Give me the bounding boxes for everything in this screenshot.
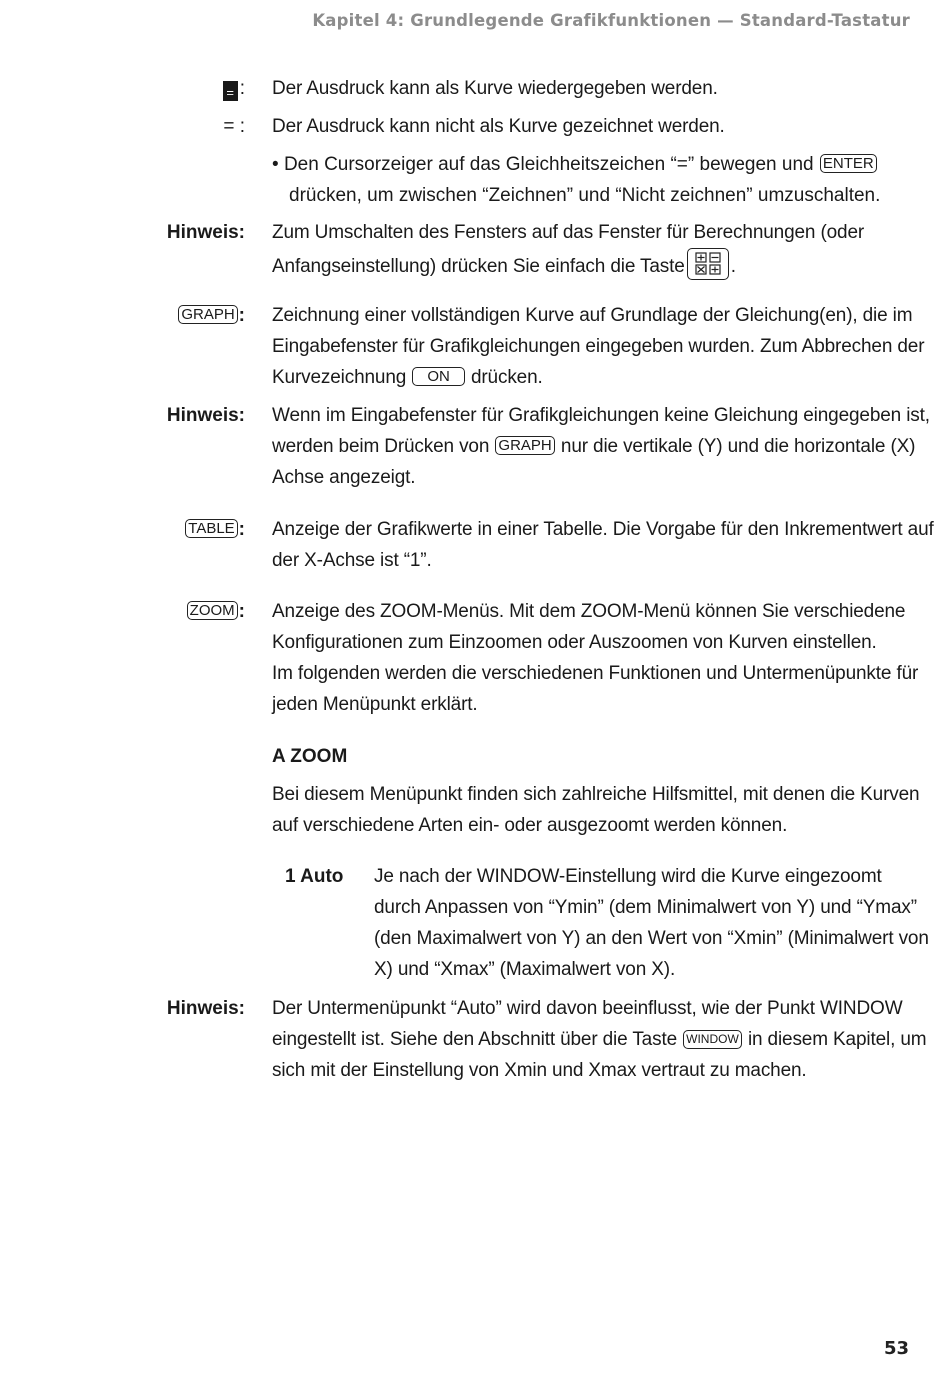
text-line-3: Im folgenden werden die verschiedenen Funktionen und Untermenüpunkte für [272, 663, 919, 684]
on-key: ON [412, 367, 465, 386]
label-colon: : [238, 519, 245, 540]
text-line-1: Anzeige des ZOOM-Menüs. Mit dem ZOOM-Menü können Sie verschiedene [272, 601, 906, 622]
text-line-4: X) und “Xmax” (Maximalwert von X). [374, 959, 676, 980]
note-text-part: Anfangseinstellung) drücken Sie einfach die Taste [272, 256, 685, 277]
page-number: 53 [883, 1338, 909, 1359]
text-line-3: (den Maximalwert von Y) an den Wert von “Xmin” (Minimalwert von [374, 928, 929, 949]
entry-text: Der Ausdruck kann als Kurve wiedergegeben werden. [272, 78, 718, 99]
entry-text: Der Ausdruck kann nicht als Kurve gezeichnet werden. [272, 116, 725, 137]
entry-label [223, 73, 245, 104]
text-line-3 [272, 362, 912, 393]
text-line-2: Eingabefenster für Grafikgleichungen eingegeben wurden. Zum Abbrechen der [272, 336, 925, 357]
enter-key: ENTER [820, 154, 877, 173]
note-text-part: werden beim Drücken von [272, 436, 490, 457]
section-text-azoom [272, 779, 920, 841]
zoom-key: ZOOM [187, 601, 238, 620]
label-colon: : [239, 78, 245, 99]
bullet-line-1 [272, 149, 880, 180]
entry-text [272, 300, 925, 393]
note-line-3: Achse angezeigt. [272, 467, 416, 488]
bullet-line-2: drücken, um zwischen “Zeichnen” und “Nicht zeichnen” umzuschalten. [289, 185, 881, 206]
note-line-2 [272, 1024, 927, 1055]
text-line-1: Anzeige der Grafikwerte in einer Tabelle. Die Vorgabe für den Inkrementwert auf [272, 519, 934, 540]
note-line-2 [272, 248, 912, 282]
note-text-part: nur die vertikale (Y) und die horizontale (X) [560, 436, 916, 457]
text-line-2: durch Anpassen von “Ymin” (dem Minimalwert von Y) und “Ymax” [374, 897, 917, 918]
bullet-text [272, 149, 880, 211]
bullet-mark: • [272, 154, 279, 175]
text-line-1: Zeichnung einer vollständigen Kurve auf Grundlage der Gleichung(en), die im [272, 305, 913, 326]
note-text-part: . [730, 256, 736, 277]
note-line-2 [272, 431, 916, 462]
entry-label: = : [223, 116, 245, 137]
text-line-2: der X-Achse ist “1”. [272, 550, 432, 571]
entry-text [272, 514, 934, 576]
section-title-azoom: A ZOOM [272, 746, 348, 767]
note-text-part: eingestellt ist. Siehe den Abschnitt über die Taste [272, 1029, 677, 1050]
text-line-1: Je nach der WINDOW-Einstellung wird die Kurve eingezoomt [374, 866, 882, 887]
text-line-4: jeden Menüpunkt erklärt. [272, 694, 478, 715]
chapter-header: Kapitel 4: Grundlegende Grafikfunktionen — Standard-Tastatur [312, 11, 910, 30]
note-line-1: Der Untermenüpunkt “Auto” wird davon beeinflusst, wie der Punkt WINDOW [272, 998, 903, 1019]
label-colon: : [238, 305, 245, 326]
entry-label [184, 514, 245, 545]
note-text [272, 217, 912, 282]
equals-filled-key: = [223, 81, 238, 101]
note-line-1: Zum Umschalten des Fensters auf das Fenster für Berechnungen (oder [272, 222, 865, 243]
text-line-2: Konfigurationen zum Einzoomen oder Auszoomen von Kurven einstellen. [272, 632, 877, 653]
entry-text [272, 596, 919, 720]
entry-label [186, 596, 245, 627]
note-text-part: in diesem Kapitel, um [747, 1029, 927, 1050]
text-part: Kurvezeichnung [272, 367, 407, 388]
table-key: TABLE [185, 519, 237, 538]
note-line-3: sich mit der Einstellung von Xmin und Xmax vertraut zu machen. [272, 1060, 807, 1081]
text-line-1: Bei diesem Menüpunkt finden sich zahlreiche Hilfsmittel, mit denen die Kurven [272, 784, 920, 805]
bullet-text-part: Den Cursorzeiger auf das Gleichheitszeichen “=” bewegen und [283, 154, 814, 175]
submenu-text-auto [374, 861, 929, 985]
submenu-label-auto: 1 Auto [285, 866, 344, 887]
note-label: Hinweis: [166, 405, 245, 426]
graph-key: GRAPH [495, 436, 554, 455]
window-key: WINDOW [683, 1030, 742, 1049]
note-text [272, 993, 927, 1086]
note-label: Hinweis: [166, 998, 245, 1019]
graph-key: GRAPH [178, 305, 237, 324]
text-part: drücken. [470, 367, 543, 388]
note-label: Hinweis: [166, 222, 245, 243]
note-line-1: Wenn im Eingabefenster für Grafikgleichungen keine Gleichung eingegeben ist, [272, 405, 930, 426]
label-colon: : [238, 601, 245, 622]
note-text [272, 400, 930, 493]
text-line-2: auf verschiedene Arten ein- oder ausgezoomt werden können. [272, 815, 788, 836]
entry-label [177, 300, 245, 331]
mode-grid-key-icon [687, 248, 729, 280]
